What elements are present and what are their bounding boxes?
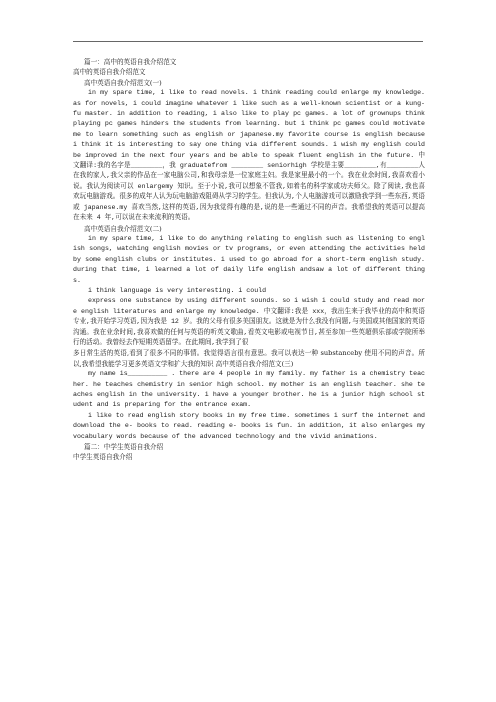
paragraph: my name is__________ . there are 4 people in my family. my father is a chemistry teacher. he teaches chemistry in senior high school. my mother is an english teacher. she teaches english in the university. i have a younger brother. he is a junior high school student and is preparing for the entrance exam. <box>73 370 425 409</box>
paragraph: express one substance by using different sounds. so i wish i could study and read more english literatures and enlarge my knowledge. 中文翻译:我是 xxx，我出生来于我毕业的高中和英语专业,我开始学习英语,因为我是 12 岁。我的父母有很多美国朋友。这就是为什么我没有问题,与美国或其他国家的英语沟通。我在业余时间,我喜欢做的任何与英语的听英文歌曲,看英文电影或电视节目,甚至参加一些英超俱乐部或学院所举行的活动。我曾经去作短期英语留学。在此期间,我学到了很 <box>73 297 425 346</box>
paragraph: 高中英语自我介绍范文(二) <box>84 224 162 233</box>
paragraph: i like to read english story books in my free time. sometimes i surf the internet and download the e- books to read. reading e- books is fun. in addition, it also enlarges my vocabulary words because of the advanced technology and the vivid animations. <box>73 411 425 440</box>
paragraph: 中学生英语自我介绍 <box>73 453 133 462</box>
paragraph: in my spare time, i like to read novels. i think reading could enlarge my knowledge. as for novels, i could imagine whatever i like such as a well-known scientist or a kung-fu master. in addition to reading, i also like to play pc games. a lot of grownups think playing pc games hinders the students from learning. but i think pc games could motivate me to learn something such as english or japanese.my favorite course is english because i think it is interesting to say one thing via different sounds. i wish my english could be improved in the next four years and be able to speak fluent english in the future. 中文翻译:我的名字是________，我 graduatefrom ________ seniorhigh 学校是主要________,有________人在我的家人,我父亲的作品在一家电脑公司,和我母亲是一位家庭主妇。我是家里最小的一个。我在业余时间,我喜欢看小说。我认为阅读可以 enlargemy 知识。至于小说,我可以想象不管我,如着名的科学家或功夫师父。除了阅读,我也喜欢玩电脑游戏。很多的成年人认为玩电脑游戏阻碍从学习的学生。但我认为,个人电脑游戏可以激励我学到一些东西,英语或 japanese.my 喜欢当然,这样的英语,因为我觉得有趣的是,说的是一些通过不同的声音。我希望我的英语可以提高在未来 4 年,可以说在未来流利的英语。 <box>73 89 425 222</box>
document-body <box>73 57 425 463</box>
section-title: 篇一：高中的英语自我介绍范文 <box>84 58 177 66</box>
paragraph: 高中英语自我介绍范文(一) <box>84 78 162 87</box>
paragraph: 高中的英语自我介绍范文 <box>73 68 146 77</box>
paragraph: i think language is very interesting. i could <box>88 286 267 294</box>
paragraph: 多日常生活的英语,看到了很多不同的事情。我觉得语言很有意思。我可以表达一种 substanceby 使用不同的声音。所以,我希望我能学习更多英语文学和扩大我的知识 高中英语自我介绍范文(三) <box>73 349 425 368</box>
header-rule <box>73 41 423 42</box>
paragraph: in my spare time, i like to do anything relating to english such as listening to english songs, watching english movies or tv programs, or even attending the activities held by some english clubs or institutes. i used to go abroad for a short-term english study. during that time, i learned a lot of daily life english andsaw a lot of different things. <box>73 234 425 284</box>
paragraph: 篇二：中学生英语自我介绍 <box>84 443 164 452</box>
paragraph-list <box>73 67 425 462</box>
